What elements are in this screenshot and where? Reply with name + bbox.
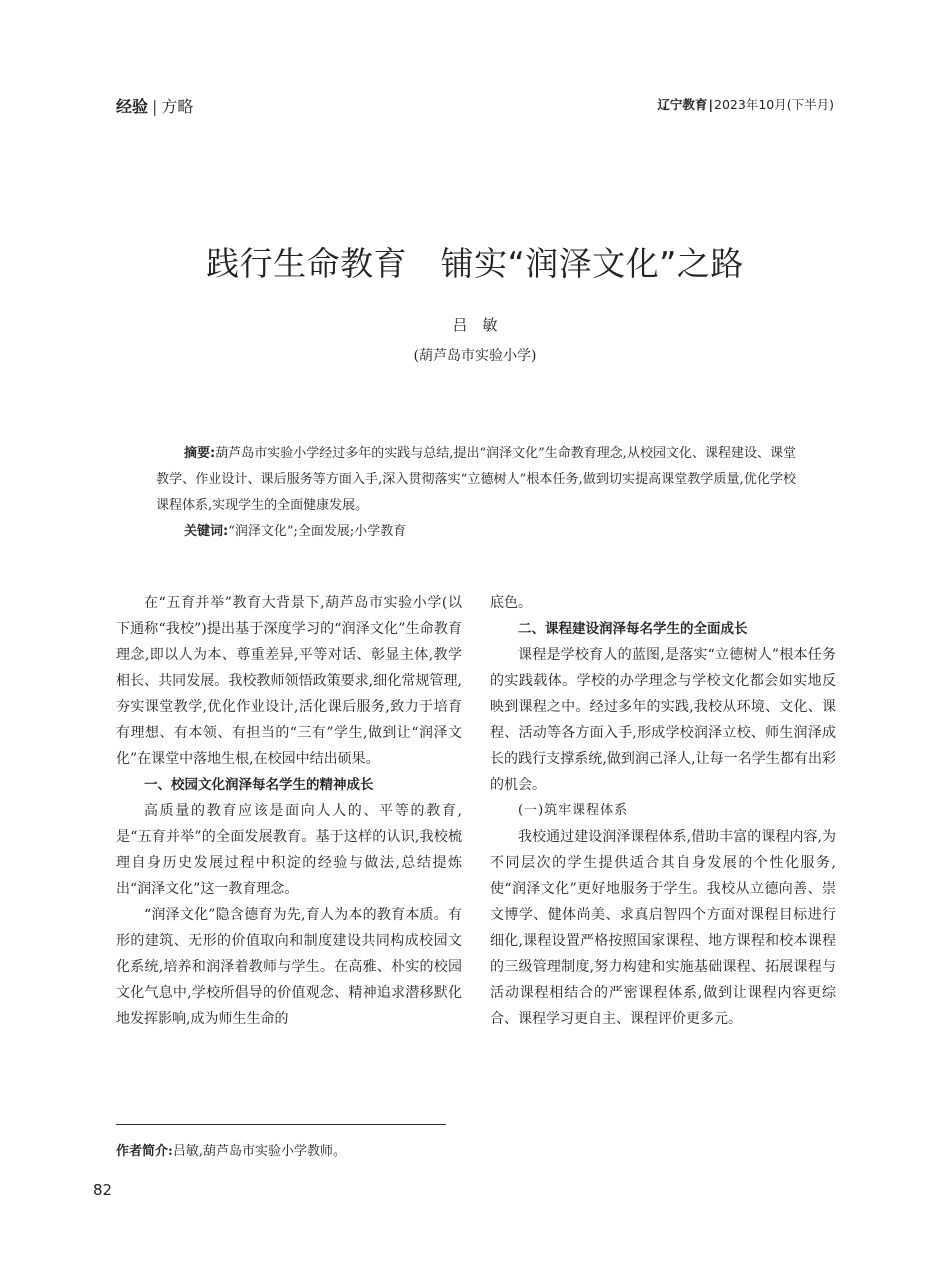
- paragraph: “润泽文化”隐含德育为先,育人为本的教育本质。有形的建筑、无形的价值取向和制度建设共同构成校园文化系统,培养和润泽着教师与学生。在高雅、朴实的校园文化气息中,学校所倡导的价值观念、精神追求潜移默化地发挥影响,成为师生生命的: [116, 907, 462, 1027]
- page-number: 82: [93, 1181, 113, 1199]
- body-column-left: [116, 590, 462, 1032]
- article-author: 吕 敏: [452, 316, 498, 334]
- footnote-divider: [116, 1124, 446, 1125]
- intro-paragraph: 在“五育并举”教育大背景下,葫芦岛市实验小学(以下通称“我校”)提出基于深度学习的“润泽文化”生命教育理念,即以人为本、尊重差异,平等对话、彰显主体,教学相长、共同发展。我校教师领悟政策要求,细化常规管理,夯实课堂教学,优化作业设计,活化课后服务,致力于培育有理想、有本领、有担当的“三有”学生,做到让“润泽文化”在课堂中落地生根,在校园中结出硕果。: [116, 595, 462, 767]
- footnote-label: 作者简介:: [116, 1144, 173, 1159]
- header-separator: |: [152, 97, 158, 116]
- journal-issue: 2023年10月(下半月): [714, 97, 834, 112]
- section-heading-1: 一、校园文化润泽每名学生的精神成长: [144, 777, 374, 793]
- subsection-name: 方略: [161, 97, 194, 116]
- abstract-text: 葫芦岛市实验小学经过多年的实践与总结,提出“润泽文化”生命教育理念,从校园文化、课程建设、课堂教学、作业设计、课后服务等方面入手,深入贯彻落实“立德树人”根本任务,做到切实提高课堂教学质量,优化学校课程体系,实现学生的全面健康发展。: [156, 446, 797, 513]
- abstract: [156, 441, 796, 519]
- running-header-section: [116, 94, 193, 117]
- paragraph: 课程是学校育人的蓝图,是落实“立德树人”根本任务的实践载体。学校的办学理念与学校文化都会如实地反映到课程之中。经过多年的实践,我校从环境、文化、课程、活动等各方面入手,形成学校润泽立校、师生润泽成长的践行支撑系统,做到润己泽人,让每一名学生都有出彩的机会。: [490, 647, 836, 793]
- author-footnote: [116, 1140, 346, 1159]
- section-name: 经验: [116, 97, 149, 116]
- footnote-text: 吕敏,葫芦岛市实验小学教师。: [172, 1144, 346, 1159]
- paragraph: 高质量的教育应该是面向人人的、平等的教育,是“五育并举”的全面发展教育。基于这样的认识,我校梳理自身历史发展过程中积淀的经验与做法,总结提炼出“润泽文化”这一教育理念。: [116, 803, 462, 897]
- keywords-text: “润泽文化”;全面发展;小学教育: [228, 524, 407, 539]
- article-title: 践行生命教育 铺实“润泽文化”之路: [206, 244, 744, 283]
- author-affiliation: (葫芦岛市实验小学): [413, 348, 537, 364]
- journal-separator: |: [708, 97, 714, 112]
- journal-name: 辽宁教育: [657, 97, 708, 112]
- body-column-right: [490, 590, 836, 1032]
- keywords-label: 关键词:: [184, 524, 229, 539]
- paragraph: 我校通过建设润泽课程体系,借助丰富的课程内容,为不同层次的学生提供适合其自身发展的个性化服务,使“润泽文化”更好地服务于学生。我校从立德向善、崇文博学、健体尚美、求真启智四个方面对课程目标进行细化,课程设置严格按照国家课程、地方课程和校本课程的三级管理制度,努力构建和实施基础课程、拓展课程与活动课程相结合的严密课程体系,做到让课程内容更综合、课程学习更自主、课程评价更多元。: [490, 829, 836, 1027]
- running-header-journal: [657, 95, 834, 113]
- subsection-heading: (一)筑牢课程体系: [518, 803, 629, 818]
- paragraph-continuation: 底色。: [490, 595, 532, 611]
- abstract-label: 摘要:: [184, 446, 216, 461]
- section-heading-2: 二、课程建设润泽每名学生的全面成长: [518, 621, 748, 637]
- abstract-block: [156, 441, 796, 545]
- keywords: [156, 519, 796, 545]
